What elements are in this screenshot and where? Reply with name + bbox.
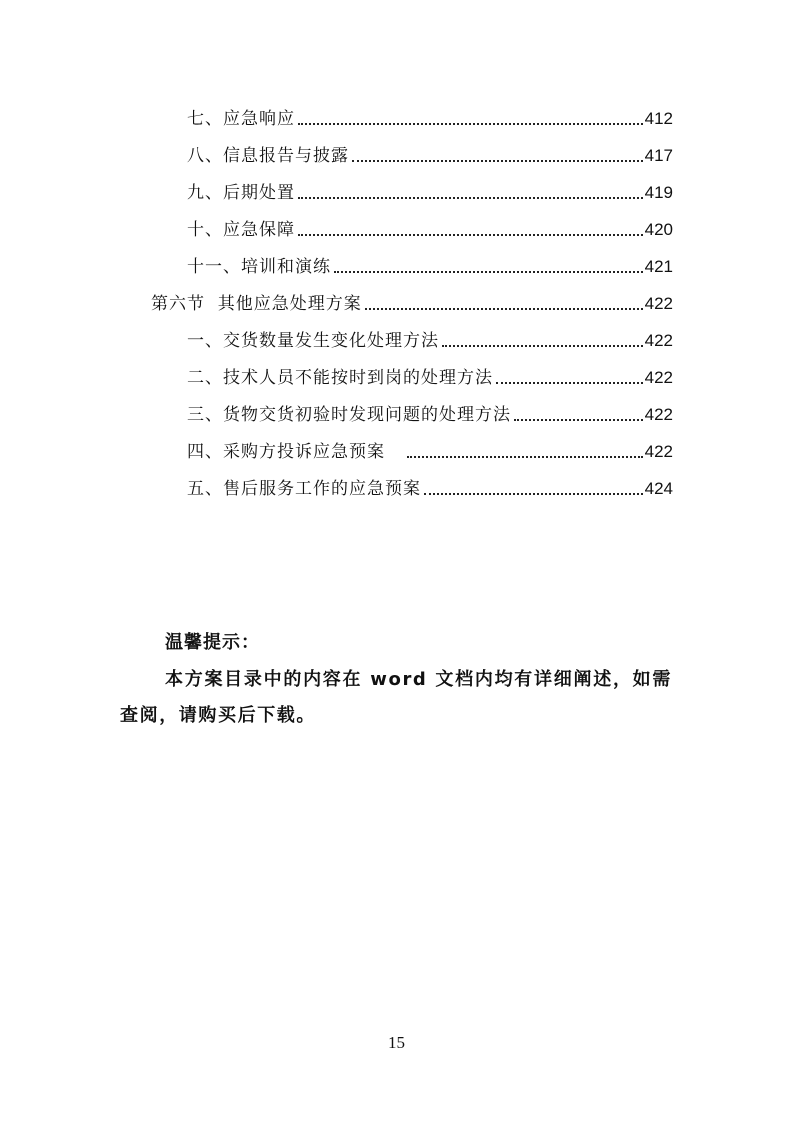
toc-entry-page: 419 <box>644 183 673 202</box>
toc-entry[interactable] <box>187 472 673 500</box>
toc-entry-page: 424 <box>644 479 673 498</box>
toc-entry-page: 422 <box>644 368 673 387</box>
toc-entry-title: 五、售后服务工作的应急预案 <box>187 479 421 499</box>
toc-dot-leader <box>365 308 643 310</box>
toc-entry-page: 422 <box>644 442 673 461</box>
toc-dot-leader <box>298 197 643 199</box>
notice-body: 本方案目录中的内容在 word 文档内均有详细阐述，如需查阅，请购买后下载。 <box>120 669 672 726</box>
notice-title: 温馨提示： <box>165 632 260 653</box>
toc-entry-page: 422 <box>644 405 673 424</box>
toc-entry[interactable] <box>187 250 673 278</box>
toc-entry[interactable] <box>187 435 673 463</box>
toc-entry-page: 422 <box>644 331 673 350</box>
toc-dot-leader <box>352 160 643 162</box>
toc-entry[interactable] <box>187 139 673 167</box>
toc-entry[interactable] <box>187 176 673 204</box>
toc-dot-leader <box>442 345 643 347</box>
toc-entry[interactable] <box>187 361 673 389</box>
toc-entry-title: 二、技术人员不能按时到岗的处理方法 <box>187 368 493 388</box>
toc-dot-leader <box>298 234 643 236</box>
toc-entry-title: 十、应急保障 <box>187 220 295 240</box>
toc-entry-page: 420 <box>644 220 673 239</box>
toc-dot-leader <box>514 419 643 421</box>
toc-dot-leader <box>334 271 643 273</box>
toc-entry-title: 一、交货数量发生变化处理方法 <box>187 331 439 351</box>
toc-entry-page: 422 <box>644 294 673 313</box>
toc-entry[interactable] <box>187 324 673 352</box>
page-number: 15 <box>388 1033 405 1052</box>
toc-entry-page: 421 <box>644 257 673 276</box>
toc-entry-title: 三、货物交货初验时发现问题的处理方法 <box>187 405 511 425</box>
toc-entry-title: 九、后期处置 <box>187 183 295 203</box>
toc-entry-title: 七、应急响应 <box>187 109 295 129</box>
toc-entry-title: 八、信息报告与披露 <box>187 146 349 166</box>
toc-entry-title: 四、采购方投诉应急预案 <box>187 442 385 462</box>
toc-entry-page: 417 <box>644 146 673 165</box>
toc-dot-leader <box>496 382 643 384</box>
toc-entry[interactable] <box>187 213 673 241</box>
toc-entry-title: 第六节 其他应急处理方案 <box>151 294 362 314</box>
toc-entry-title: 十一、培训和演练 <box>187 257 331 277</box>
toc-section-entry[interactable] <box>151 287 673 315</box>
toc-entry[interactable] <box>187 102 673 130</box>
toc-dot-leader <box>407 456 643 458</box>
toc-entry[interactable] <box>187 398 673 426</box>
toc-dot-leader <box>424 493 643 495</box>
toc-dot-leader <box>298 123 643 125</box>
toc-entry-page: 412 <box>644 109 673 128</box>
